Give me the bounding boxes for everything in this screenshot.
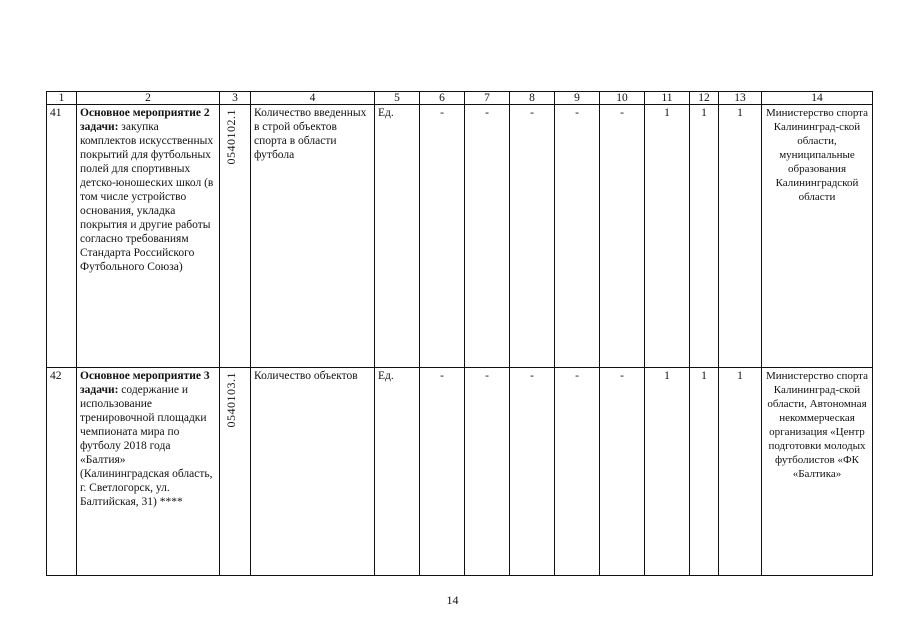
value-cell: 1 <box>690 368 719 576</box>
header-cell: 3 <box>220 92 251 105</box>
header-cell: 11 <box>645 92 690 105</box>
header-cell: 6 <box>420 92 465 105</box>
value-cell: - <box>420 368 465 576</box>
header-cell: 5 <box>375 92 420 105</box>
value-cell: 1 <box>645 105 690 368</box>
header-row <box>47 92 873 105</box>
value-cell: 1 <box>645 368 690 576</box>
row-number: 41 <box>47 105 77 368</box>
table-row <box>47 368 873 576</box>
header-cell: 10 <box>600 92 645 105</box>
activity-code: 0540102.1 <box>224 109 238 165</box>
value-cell: - <box>420 105 465 368</box>
code-cell <box>220 368 251 576</box>
header-cell: 9 <box>555 92 600 105</box>
unit-cell: Ед. <box>375 105 420 368</box>
header-cell: 1 <box>47 92 77 105</box>
value-cell: 1 <box>719 368 762 576</box>
activity-description: закупка комплектов искусственных покрытий для футбольных полей для спортивных детско-юношеских школ (в том числе устройство основания, укладка покрытия и другие работы согласно требованиям Стандарта Российского Футбольного Союза) <box>80 121 214 273</box>
value-cell: - <box>465 368 510 576</box>
unit-cell: Ед. <box>375 368 420 576</box>
value-cell: 1 <box>690 105 719 368</box>
activity-description: содержание и использование тренировочной площадки чемпионата мира по футболу 2018 года «Балтия» (Калининградская область, г. Светлогорск, ул. Балтийская, 31) **** <box>80 384 213 508</box>
page-number: 14 <box>446 593 459 607</box>
activity-code: 0540103.1 <box>224 372 238 428</box>
value-cell: - <box>510 368 555 576</box>
activity-cell <box>77 105 220 368</box>
header-cell: 7 <box>465 92 510 105</box>
value-cell: - <box>600 368 645 576</box>
value-cell: - <box>465 105 510 368</box>
header-cell: 2 <box>77 92 220 105</box>
activity-cell <box>77 368 220 576</box>
row-number: 42 <box>47 368 77 576</box>
activity-title: Основное мероприятие 3 задачи: <box>80 370 210 396</box>
header-cell: 14 <box>762 92 873 105</box>
header-cell: 12 <box>690 92 719 105</box>
responsible-cell: Министерство спорта Калининград-ской области, Автономная некоммерческая организация «Центр подготовки молодых футболистов «ФК «Балтика» <box>762 368 873 576</box>
value-cell: - <box>600 105 645 368</box>
indicator-cell: Количество введенных в строй объектов спорта в области футбола <box>251 105 375 368</box>
table-row <box>47 105 873 368</box>
value-cell: - <box>555 368 600 576</box>
header-cell: 4 <box>251 92 375 105</box>
header-cell: 8 <box>510 92 555 105</box>
value-cell: - <box>555 105 600 368</box>
program-table <box>46 91 873 576</box>
header-cell: 13 <box>719 92 762 105</box>
responsible-cell: Министерство спорта Калининград-ской области, муниципальные образования Калининградской области <box>762 105 873 368</box>
activity-title: Основное мероприятие 2 задачи: <box>80 107 210 133</box>
indicator-cell: Количество объектов <box>251 368 375 576</box>
code-cell <box>220 105 251 368</box>
value-cell: - <box>510 105 555 368</box>
value-cell: 1 <box>719 105 762 368</box>
